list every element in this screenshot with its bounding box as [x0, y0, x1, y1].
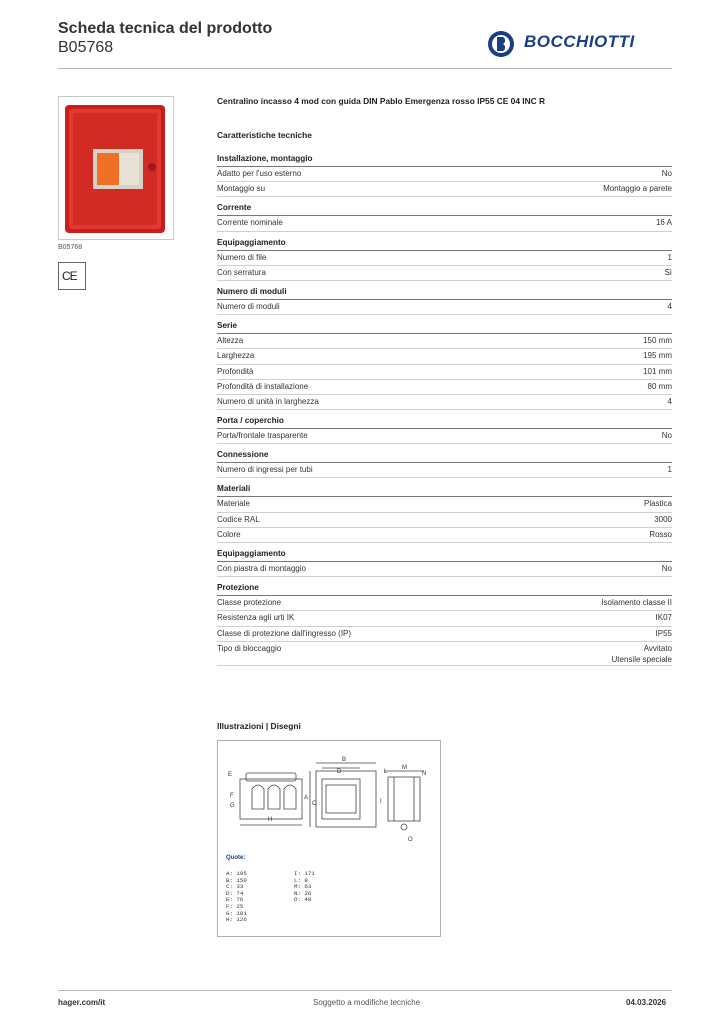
spec-row [217, 365, 672, 380]
svg-text:C: C [312, 801, 317, 807]
spec-value: 80 mm [647, 381, 672, 391]
spec-row [217, 497, 672, 512]
spec-row [217, 611, 672, 626]
spec-label: Corrente nominale [217, 218, 283, 228]
footer-website[interactable]: hager.com/it [58, 998, 106, 1007]
spec-row [217, 380, 672, 395]
spec-group-title: Equipaggiamento [217, 549, 672, 562]
quote-item: D: 74 [226, 889, 244, 897]
spec-value: 16 A [655, 218, 672, 228]
spec-value: No [661, 169, 672, 178]
spec-label: Altezza [217, 336, 244, 346]
spec-value: 4 [667, 396, 672, 406]
spec-value: 150 mm [643, 336, 672, 346]
page-title: Scheda tecnica del prodotto [58, 20, 273, 37]
quote-item: M: 63 [294, 883, 312, 891]
quotes-left-column [226, 871, 247, 924]
spec-value: 3000 [654, 514, 672, 524]
spec-label: Materiale [217, 499, 250, 509]
spec-row [217, 334, 672, 349]
svg-text:G: G [230, 803, 235, 809]
spec-row [217, 395, 672, 410]
spec-group [217, 203, 672, 231]
technical-drawing [217, 740, 441, 937]
spec-label: Tipo di bloccaggio [217, 643, 282, 653]
spec-group-title: Connessione [217, 450, 672, 463]
spec-content [217, 96, 672, 666]
spec-value: Avvitato Utensile speciale [611, 643, 672, 664]
footer-divider [58, 990, 672, 991]
spec-label: Classe di protezione dall'ingresso (IP) [217, 628, 352, 638]
spec-group-title: Serie [217, 321, 672, 334]
spec-group [217, 154, 672, 197]
spec-value: 4 [667, 301, 672, 311]
spec-group [217, 321, 672, 410]
spec-label: Porta/frontale trasparente [217, 431, 308, 441]
spec-row [217, 300, 672, 315]
spec-label: Adatto per l'uso esterno [217, 169, 302, 178]
svg-text:D: D [337, 769, 342, 775]
svg-text:F: F [230, 793, 234, 799]
spec-label: Montaggio su [217, 184, 266, 194]
spec-value: No [661, 564, 672, 573]
spec-row [217, 463, 672, 478]
spec-group-title: Corrente [217, 203, 672, 216]
svg-text:B: B [342, 757, 347, 763]
spec-group-title: Porta / coperchio [217, 416, 672, 429]
spec-label: Larghezza [217, 351, 255, 361]
quote-item: E: 76 [226, 896, 244, 904]
header-divider [58, 68, 672, 69]
svg-text:A: A [304, 795, 309, 801]
spec-label: Con serratura [217, 267, 266, 277]
spec-row [217, 642, 672, 666]
ce-mark-icon [58, 262, 86, 290]
spec-group-title: Equipaggiamento [217, 238, 672, 251]
spec-row [217, 513, 672, 528]
spec-groups [217, 154, 672, 666]
spec-row [217, 182, 672, 197]
spec-row [217, 216, 672, 231]
spec-row [217, 528, 672, 543]
svg-text:M: M [402, 765, 407, 771]
spec-group-title: Numero di moduli [217, 287, 672, 300]
spec-group-title: Protezione [217, 583, 672, 596]
quote-item: L: 8 [294, 876, 308, 884]
spec-row [217, 429, 672, 444]
spec-label: Resistenza agli urti IK [217, 613, 295, 623]
spec-group-title: Installazione, montaggio [217, 154, 672, 167]
quote-item: O: 48 [294, 896, 312, 904]
spec-row [217, 596, 672, 611]
spec-group [217, 238, 672, 281]
spec-label: Colore [217, 529, 241, 539]
brand-logo-mark-icon [486, 28, 520, 60]
quote-item: G: 101 [226, 909, 247, 917]
spec-value: Sì [664, 267, 672, 277]
spec-value: 1 [667, 465, 672, 475]
spec-value: 101 mm [643, 366, 672, 376]
svg-text:H: H [268, 817, 273, 823]
spec-value: IK07 [655, 613, 672, 623]
spec-value: 195 mm [643, 351, 672, 361]
footer-date: 04.03.2026 [626, 998, 667, 1007]
brand-logo [486, 28, 666, 60]
spec-group [217, 583, 672, 666]
svg-text:I: I [380, 799, 382, 805]
product-description: Centralino incasso 4 mod con guida DIN Pablo Emergenza rosso IP55 CE 04 INC R [217, 96, 546, 106]
spec-value: Plastica [643, 499, 672, 509]
spec-value: 1 [667, 252, 672, 262]
dimension-drawing [218, 741, 440, 851]
svg-text:L: L [384, 769, 388, 775]
photo-caption: B05768 [58, 244, 83, 251]
spec-group [217, 416, 672, 444]
spec-row [217, 266, 672, 281]
spec-label: Profondità [217, 366, 254, 376]
quote-item: N: 26 [294, 889, 312, 897]
brand-name: BOCCHIOTTI [524, 32, 635, 51]
product-code: B05768 [58, 39, 114, 56]
svg-text:N: N [422, 771, 427, 777]
product-photo [58, 96, 174, 240]
spec-label: Numero di moduli [217, 301, 280, 311]
spec-label: Numero di unità in larghezza [217, 396, 319, 406]
svg-text:O: O [408, 837, 413, 843]
spec-group [217, 484, 672, 543]
spec-group [217, 549, 672, 577]
quote-item: A: 195 [226, 870, 247, 877]
quotes-right-column [294, 871, 315, 904]
quote-label: Quote: [226, 855, 246, 861]
illustrations-title: Illustrazioni | Disegni [217, 721, 301, 731]
spec-label: Numero di file [217, 252, 267, 262]
spec-group [217, 450, 672, 478]
spec-row [217, 251, 672, 266]
tech-section-title: Caratteristiche tecniche [217, 130, 312, 140]
spec-label: Codice RAL [217, 514, 260, 524]
quote-item: F: 25 [226, 902, 244, 910]
spec-row [217, 627, 672, 642]
quote-item: I: 171 [294, 870, 315, 877]
spec-row [217, 562, 672, 577]
spec-label: Profondità di installazione [217, 381, 309, 391]
spec-value: No [661, 431, 672, 441]
spec-value: Montaggio a parete [603, 184, 672, 194]
spec-label: Classe protezione [217, 598, 282, 608]
spec-label: Con piastra di montaggio [217, 564, 306, 573]
quote-item: C: 33 [226, 883, 244, 891]
spec-row [217, 167, 672, 182]
spec-value: Rosso [649, 529, 672, 539]
spec-value: Isolamento classe II [601, 598, 672, 608]
spec-group [217, 287, 672, 315]
footer-note: Soggetto a modifiche tecniche [313, 998, 421, 1007]
spec-group-title: Materiali [217, 484, 672, 497]
ce-mark-text: CE [62, 269, 77, 283]
spec-value: IP55 [655, 628, 672, 638]
quote-item: H: 126 [226, 916, 247, 924]
svg-text:E: E [228, 772, 233, 778]
quote-item: B: 150 [226, 876, 247, 884]
spec-row [217, 349, 672, 364]
spec-label: Numero di ingressi per tubi [217, 465, 313, 475]
